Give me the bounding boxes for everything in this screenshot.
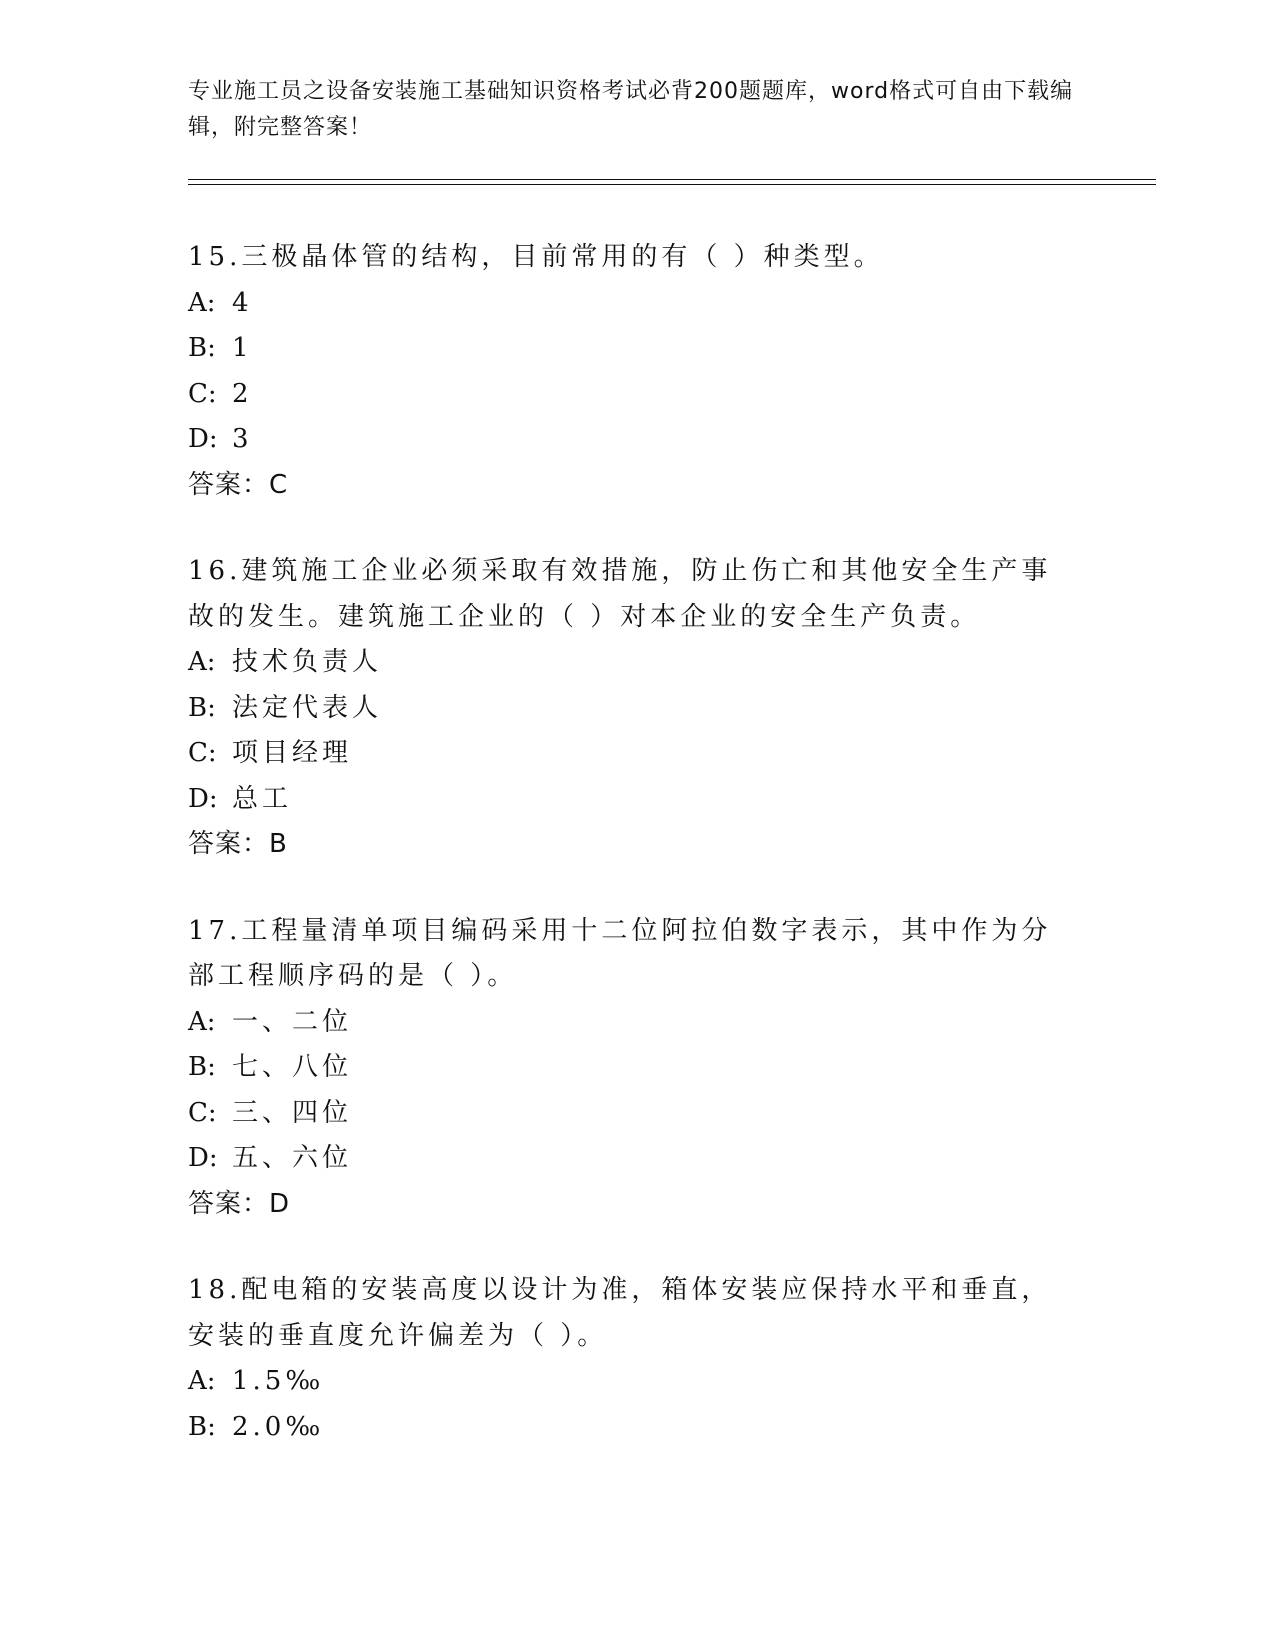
option-a [188, 1359, 1088, 1405]
question-17 [188, 909, 1088, 1228]
answer-line: 答案：C [188, 469, 289, 500]
option-label: C: [188, 378, 217, 409]
header-divider-top [188, 179, 1156, 180]
option-d [188, 1136, 1088, 1182]
option-c [188, 1091, 1088, 1137]
option-text: 技术负责人 [232, 647, 383, 677]
option-text: 1 [232, 333, 253, 363]
option-text: 2 [232, 378, 253, 409]
question-text: 16.建筑施工企业必须采取有效措施，防止伤亡和其他安全生产事故的发生。建筑施工企业的（ ）对本企业的安全生产负责。 [188, 556, 1052, 632]
option-a [188, 281, 1088, 327]
option-text: 一、二位 [232, 1006, 353, 1037]
option-text: 3 [232, 424, 253, 454]
question-18 [188, 1268, 1088, 1450]
option-label: A: [188, 647, 216, 677]
option-a [188, 640, 1088, 686]
question-16 [188, 549, 1088, 868]
option-text: 七、八位 [232, 1052, 353, 1082]
document-header: 专业施工员之设备安装施工基础知识资格考试必背200题题库，word格式可自由下载编辑，附完整答案！ [188, 79, 1074, 140]
question-15 [188, 235, 1088, 508]
option-b [188, 1045, 1088, 1091]
option-a [188, 1000, 1088, 1046]
option-b [188, 686, 1088, 732]
option-label: B: [188, 333, 216, 363]
option-label: D: [188, 1143, 218, 1173]
option-label: B: [188, 692, 216, 723]
option-text: 法定代表人 [232, 692, 383, 723]
option-label: B: [188, 1052, 216, 1082]
option-c [188, 372, 1088, 418]
option-b [188, 326, 1088, 372]
option-label: C: [188, 738, 217, 768]
answer-line: 答案：B [188, 829, 288, 859]
answer-line: 答案：D [188, 1188, 291, 1219]
header-divider-bottom [188, 184, 1156, 185]
option-label: B: [188, 1411, 216, 1442]
option-text: 五、六位 [232, 1143, 353, 1173]
option-text: 项目经理 [232, 738, 353, 768]
option-label: A: [188, 1006, 216, 1037]
option-d [188, 777, 1088, 823]
option-c [188, 731, 1088, 777]
option-text: 1.5‰ [232, 1366, 325, 1396]
option-label: D: [188, 424, 218, 454]
option-d [188, 417, 1088, 463]
option-label: A: [188, 1366, 216, 1396]
option-label: A: [188, 287, 216, 318]
option-label: D: [188, 783, 218, 814]
option-text: 2.0‰ [232, 1411, 325, 1442]
question-list [188, 235, 1088, 1491]
question-text: 15.三极晶体管的结构，目前常用的有（ ）种类型。 [188, 242, 884, 272]
option-text: 总工 [232, 783, 293, 814]
question-text: 17.工程量清单项目编码采用十二位阿拉伯数字表示，其中作为分部工程顺序码的是（ ）。 [188, 915, 1052, 991]
question-text: 18.配电箱的安装高度以设计为准，箱体安装应保持水平和垂直，安装的垂直度允许偏差为（ ）。 [188, 1275, 1052, 1351]
option-text: 4 [232, 287, 253, 318]
option-b [188, 1405, 1088, 1451]
option-text: 三、四位 [232, 1097, 353, 1128]
option-label: C: [188, 1097, 217, 1128]
